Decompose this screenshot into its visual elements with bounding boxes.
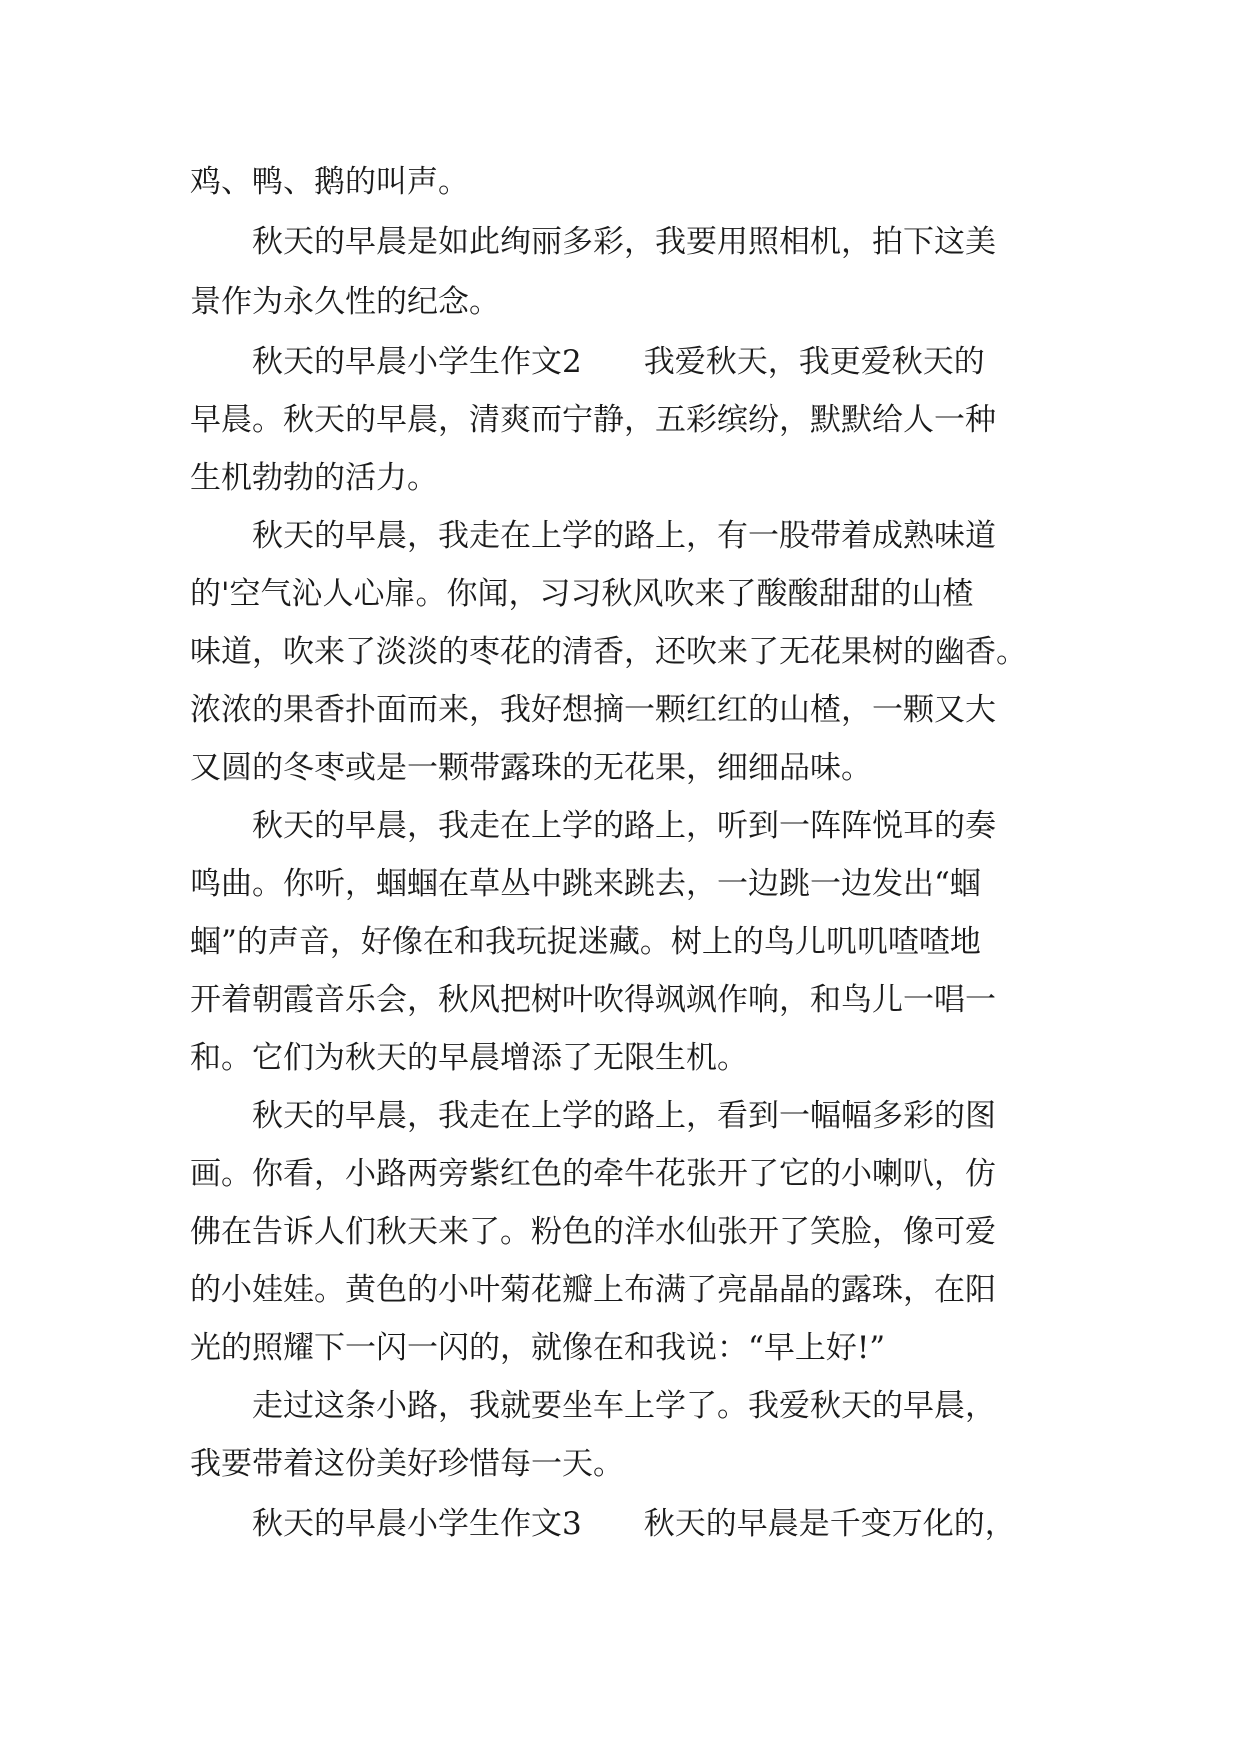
text-line: 和。它们为秋天的早晨增添了无限生机。 [190, 1040, 748, 1076]
text-line: 生机勃勃的活力。 [190, 460, 438, 496]
text-line: 我要带着这份美好珍惜每一天。 [190, 1446, 624, 1482]
text-line: 秋天的早晨小学生作文2 我爱秋天，我更爱秋天的 [190, 344, 985, 380]
text-line: 鸡、鸭、鹅的叫声。 [190, 164, 469, 200]
text-line: 的小娃娃。黄色的小叶菊花瓣上布满了亮晶晶的露珠，在阳 [190, 1272, 996, 1308]
text-line: 蝈”的声音，好像在和我玩捉迷藏。树上的鸟儿叽叽喳喳地 [190, 924, 981, 960]
text-line: 光的照耀下一闪一闪的，就像在和我说：“早上好!” [190, 1330, 886, 1366]
text-line: 鸣曲。你听，蝈蝈在草丛中跳来跳去，一边跳一边发出“蝈 [190, 866, 981, 902]
text-line: 佛在告诉人们秋天来了。粉色的洋水仙张开了笑脸，像可爱 [190, 1214, 996, 1250]
text-line: 味道，吹来了淡淡的枣花的清香，还吹来了无花果树的幽香。 [190, 634, 1027, 670]
text-line: 画。你看，小路两旁紫红色的牵牛花张开了它的小喇叭，仿 [190, 1156, 996, 1192]
text-line: 景作为永久性的纪念。 [190, 284, 500, 320]
text-line: 又圆的冬枣或是一颗带露珠的无花果，细细品味。 [190, 750, 872, 786]
text-line: 早晨。秋天的早晨，清爽而宁静，五彩缤纷，默默给人一种 [190, 402, 996, 438]
text-line: 开着朝霞音乐会，秋风把树叶吹得飒飒作响，和鸟儿一唱一 [190, 982, 996, 1018]
text-line: 秋天的早晨是如此绚丽多彩，我要用照相机，拍下这美 [190, 224, 996, 260]
text-line: 秋天的早晨，我走在上学的路上，听到一阵阵悦耳的奏 [190, 808, 996, 844]
text-line: 走过这条小路，我就要坐车上学了。我爱秋天的早晨， [190, 1388, 996, 1424]
text-line: 的'空气沁人心扉。你闻，习习秋风吹来了酸酸甜甜的山楂 [190, 576, 974, 612]
text-line: 秋天的早晨，我走在上学的路上，看到一幅幅多彩的图 [190, 1098, 996, 1134]
text-line: 秋天的早晨小学生作文3 秋天的早晨是千变万化的， [190, 1506, 1016, 1542]
text-line: 秋天的早晨，我走在上学的路上，有一股带着成熟味道 [190, 518, 996, 554]
text-line: 浓浓的果香扑面而来，我好想摘一颗红红的山楂，一颗又大 [190, 692, 996, 728]
